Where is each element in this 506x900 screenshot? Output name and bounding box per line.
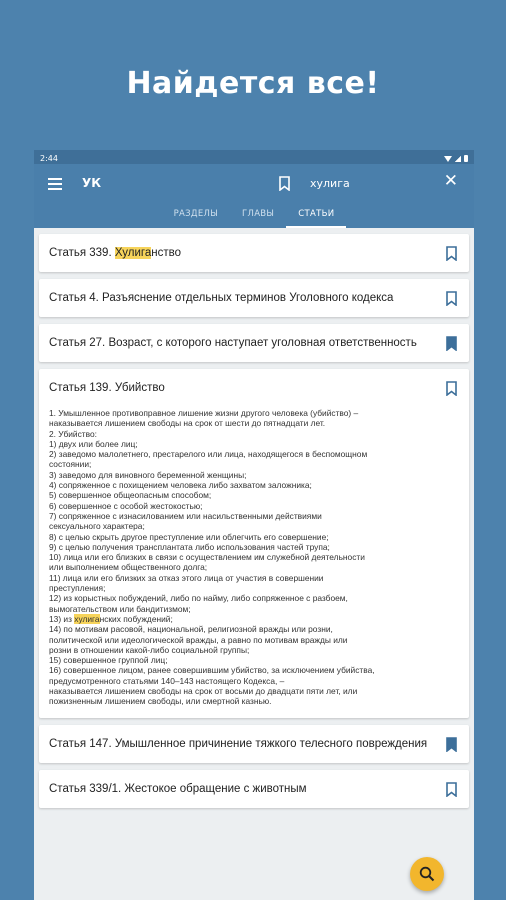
- close-icon[interactable]: ✕: [443, 171, 458, 191]
- tab-articles[interactable]: СТАТЬИ: [286, 200, 346, 228]
- bookmark-icon[interactable]: [446, 381, 457, 396]
- menu-icon[interactable]: [48, 178, 62, 190]
- search-icon: [419, 866, 435, 882]
- app-bar: [34, 164, 474, 228]
- article-title: Статья 139. Убийство: [49, 382, 165, 394]
- article-card[interactable]: [39, 725, 469, 763]
- signal-icon: [455, 156, 461, 162]
- search-highlight: хулига: [74, 613, 100, 624]
- tab-sections[interactable]: РАЗДЕЛЫ: [173, 209, 219, 219]
- article-card[interactable]: [39, 770, 469, 808]
- articles-list: [34, 228, 474, 808]
- promo-title: Найдется все!: [126, 66, 380, 101]
- status-bar: [34, 150, 474, 164]
- status-time: 2:44: [40, 154, 58, 163]
- article-title: Статья 147. Умышленное причинение тяжкого телесного повреждения: [49, 737, 428, 750]
- bookmarks-icon[interactable]: [279, 176, 290, 192]
- status-icons: [444, 155, 468, 162]
- bookmark-icon[interactable]: [446, 246, 457, 261]
- article-title: Статья 4. Разъяснение отдельных терминов Уголовного кодекса: [49, 292, 394, 304]
- search-highlight: Хулига: [114, 247, 152, 259]
- bookmark-filled-icon[interactable]: [446, 737, 457, 752]
- article-card-expanded[interactable]: [39, 369, 469, 718]
- app-title: УК: [82, 176, 102, 190]
- article-card[interactable]: [39, 234, 469, 272]
- wifi-icon: [444, 156, 452, 162]
- article-title: Статья 27. Возраст, с которого наступает уголовная ответственность: [49, 337, 417, 349]
- search-input[interactable]: хулига: [310, 177, 350, 190]
- bookmark-icon[interactable]: [446, 782, 457, 797]
- article-card[interactable]: [39, 279, 469, 317]
- article-card[interactable]: [39, 324, 469, 362]
- tab-bar: [34, 200, 474, 228]
- battery-icon: [464, 155, 468, 162]
- bookmark-icon[interactable]: [446, 291, 457, 306]
- article-title: Статья 339. Хулиганство: [49, 247, 181, 259]
- phone-screen: [34, 150, 474, 900]
- search-button[interactable]: [410, 857, 444, 891]
- bookmark-filled-icon[interactable]: [446, 336, 457, 351]
- article-body: 1. Умышленное противоправное лишение жизни другого человека (убийство) – наказывается лишением свободы на срок от шести до пятнадцати лет. 2. Убийство: 1) двух или более лиц; 2) заведомо малолетнего, престарелого или лица, находящегося в беспомощном состоянии; 3) заведомо для виновного беременной женщины; 4) сопряженное с похищением человека либо захватом заложника; 5) совершенное общеопасным способом; 6) совершенное с особой жестокостью; 7) сопряженное с изнасилованием или насильственными действиями сексуального характера; 8) с целью скрыть другое преступление или облегчить его совершение; 9) с целью получения трансплантата либо использования частей трупа; 10) лица или его близких в связи с осуществлением им служебной деятельности или выполнением общественного долга; 11) лица или его близких за отказ этого лица от участия в совершении преступления; 12) из корыстных побуждений, либо по найму, либо сопряженное с разбоем, вымогательством или бандитизмом; 13) из хулиганских побуждений; 14) по мотивам расовой, национальной, религиозной вражды или розни, политической или идеологической вражды, а равно по мотивам вражды или розни в отношении какой-либо социальной группы; 15) совершенное группой лиц; 16) совершенное лицом, ранее совершившим убийство, за исключением убийства, предусмотренного статьями 140–143 настоящего Кодекса, – наказывается лишением свободы на срок от восьми до двадцати пяти лет, или пожизненным лишением свободы, или смертной казнью.: [49, 408, 375, 707]
- article-title: Статья 339/1. Жестокое обращение с животным: [49, 782, 307, 795]
- tab-chapters[interactable]: ГЛАВЫ: [242, 209, 275, 219]
